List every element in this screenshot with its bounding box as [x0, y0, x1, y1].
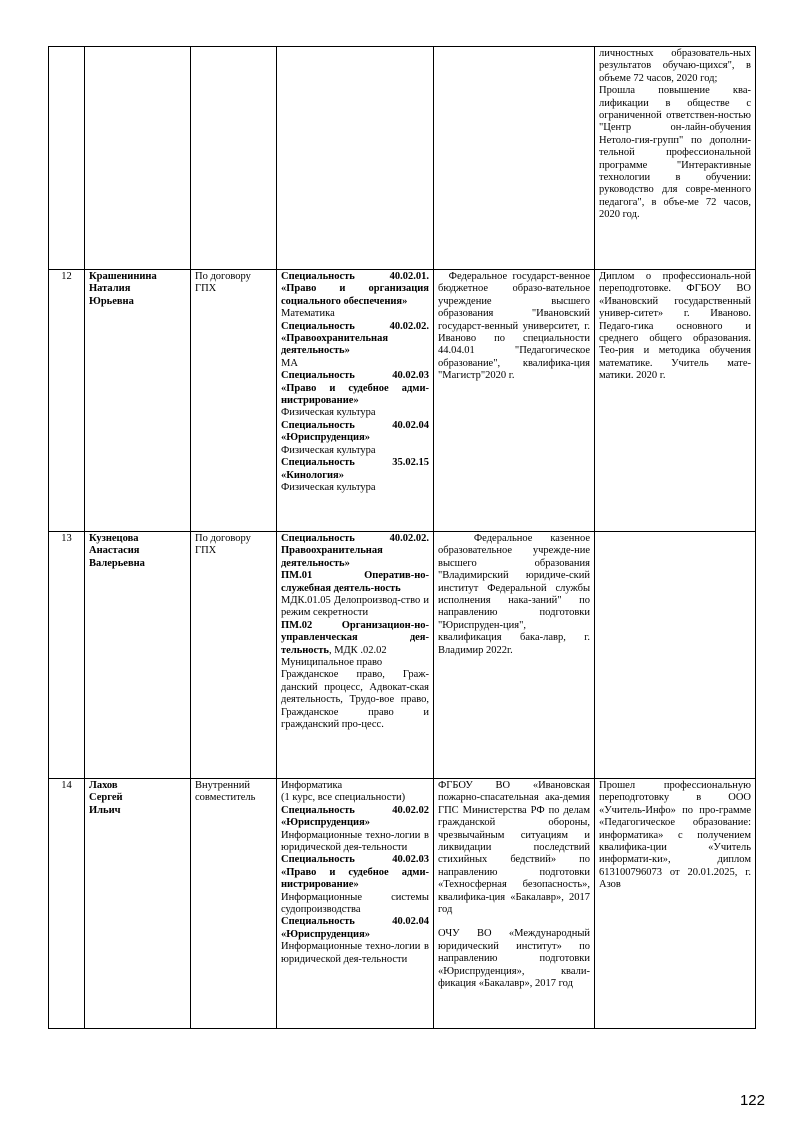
specialty-title: Специальность 40.02.04 «Юриспруденция»	[281, 916, 429, 940]
subject-module	[281, 620, 429, 657]
education-cell	[434, 532, 595, 779]
module-title: ПМ.02 Организацион-но-управленческая дея-тельность	[281, 619, 429, 656]
name-part: Сергей	[89, 792, 123, 804]
subject-name: Информатика	[281, 780, 343, 791]
employment-type: По договору ГПХ	[191, 532, 277, 779]
specialty-title: Специальность 40.02.04 «Юриспруденция»	[281, 419, 429, 444]
teacher-name	[85, 532, 191, 779]
subjects-cell	[277, 779, 434, 1029]
education-entry: ОЧУ ВО «Международный юридический институт» по направлению подготовки «Юриспруденция», квали-фикация «Бакалавр», 2017 год	[438, 928, 593, 990]
subject-name: Муниципальное право	[281, 657, 383, 669]
employment-type: По договору ГПХ	[191, 270, 277, 532]
specialty-title: Специальность 40.02.02 «Юриспруденция»	[281, 804, 429, 829]
subject-name: МДК.01.05 Делопроизвод-ство и режим секретности	[281, 595, 429, 619]
subjects-cell	[277, 47, 434, 270]
subject-name: Физическая культура	[281, 407, 376, 419]
module-code: , МДК .02.02	[328, 644, 387, 656]
row-number: 13	[49, 532, 85, 779]
specialty-title: ПМ.01 Оператив-но-служебная деятель-ность	[281, 570, 429, 594]
education-cell	[434, 47, 595, 270]
education-entry: Федеральное казенное образовательное учрежде-ние высшего образования "Владимирский юридиче-ский институт Федеральной службы исполнения нака-заний" по направлению подготовки "Юриспруден-ция", квалификация бака-лавр, г. Владимир 2022г.	[438, 533, 593, 656]
name-part: Лахов	[89, 780, 118, 791]
row-number: 14	[49, 779, 85, 1029]
table-row	[49, 532, 756, 779]
specialty-title: Специальность 40.02.01. «Право и организация социального обеспечения»	[281, 271, 429, 307]
table-row	[49, 47, 756, 270]
education-cell	[434, 779, 595, 1029]
name-part: Юрьевна	[89, 295, 134, 307]
subject-name: Математика	[281, 308, 335, 320]
subject-name: Физическая культура	[281, 481, 376, 493]
specialty-title: Специальность 40.02.03 «Право и судебное адми-нистрирование»	[281, 854, 429, 891]
row-number	[49, 47, 85, 270]
teacher-name	[85, 779, 191, 1029]
qualification-cell	[595, 779, 756, 1029]
qualification-cell	[595, 270, 756, 532]
subject-name: Информационные техно-логии в юридической дея-тельности	[281, 941, 429, 965]
qualification-cell	[595, 47, 756, 270]
qualification-cell	[595, 532, 756, 779]
page-number: 122	[739, 1092, 765, 1109]
specialty-title: Специальность 40.02.02. Правоохранительная деятельность»	[281, 533, 429, 569]
name-part: Анастасия	[89, 545, 140, 557]
education-cell	[434, 270, 595, 532]
subject-name: (1 курс, все специальности)	[281, 792, 406, 804]
qualification-entry: Диплом о профессиональ-ной переподготовке. ФГБОУ ВО «Ивановский государственный универ-ситет» г. Иваново. Педаго-гика основного и среднего общего образования. Тео-рия и методика обучения математике. Учитель мате-матики. 2020 г.	[599, 271, 751, 382]
table-row	[49, 779, 756, 1029]
name-part: Крашенинина	[89, 271, 157, 282]
employment-type: Внутренний совместитель	[191, 779, 277, 1029]
staff-table	[48, 46, 756, 1029]
specialty-title: Специальность 40.02.03 «Право и судебное адми-нистрирование»	[281, 370, 429, 407]
subjects-cell	[277, 532, 434, 779]
subjects-cell	[277, 270, 434, 532]
teacher-name	[85, 47, 191, 270]
row-number: 12	[49, 270, 85, 532]
name-part: Наталия	[89, 283, 131, 295]
name-part: Валерьевна	[89, 557, 145, 569]
subject-name: Информационные системы судопроизводства	[281, 891, 429, 916]
qualification-entry: личностных образователь-ных результатов обучаю-щихся", в объеме 72 часов, 2020 год;	[599, 48, 751, 84]
subject-name: Гражданское право, Граж-данский процесс, Адвокат-ская деятельность, Трудо-вое право, Гражданское право и гражданский про-цесс.	[281, 669, 429, 731]
specialty-title: Специальность 35.02.15 «Кинология»	[281, 457, 429, 481]
subject-name: Физическая культура	[281, 444, 376, 456]
name-part: Кузнецова	[89, 533, 139, 544]
paragraph-gap	[438, 916, 590, 928]
subject-name: МА	[281, 357, 298, 369]
education-entry: ФГБОУ ВО «Ивановская пожарно-спасательная ака-демия ГПС Министерства РФ по делам гражданской обороны, чрезвычайным ситуациям и ликвидации последствий стихийных бедствий» по направлению подготовки «Техносферная безопасность», квалифика-ция «Бакалавр», 2017 год	[438, 780, 593, 916]
table-row	[49, 270, 756, 532]
teacher-name	[85, 270, 191, 532]
employment-type	[191, 47, 277, 270]
name-part: Ильич	[89, 804, 121, 816]
qualification-entry: Прошла повышение ква-лификации в обществе с ограниченной ответствен-ностью "Центр он-лайн-обучения Нетоло-гия-групп" по дополни-тельной профессиональной программе "Интерактивные технологии в обучении: руководство для совре-менного педагога", в объе-ме 72 часов, 2020 год.	[599, 85, 751, 221]
education-entry: Федеральное государст-венное бюджетное образо-вательное учреждение высшего образования "Ивановский государст-венный университет, г. Иваново по специальности 44.04.01 "Педагогическое образование", квалифика-ция "Магистр"2020 г.	[438, 271, 593, 382]
specialty-title: Специальность 40.02.02. «Правоохранительная деятельность»	[281, 320, 429, 357]
subject-name: Информационные техно-логии в юридической дея-тельности	[281, 829, 429, 854]
qualification-entry: Прошел профессиональную переподготовку в ООО «Учитель-Инфо» по про-грамме «Педагогическое образование: информатика» с получением квалифика-ции «Учитель информати-ки», диплом 613100796073 от 20.01.2025, г. Азов	[599, 780, 751, 891]
